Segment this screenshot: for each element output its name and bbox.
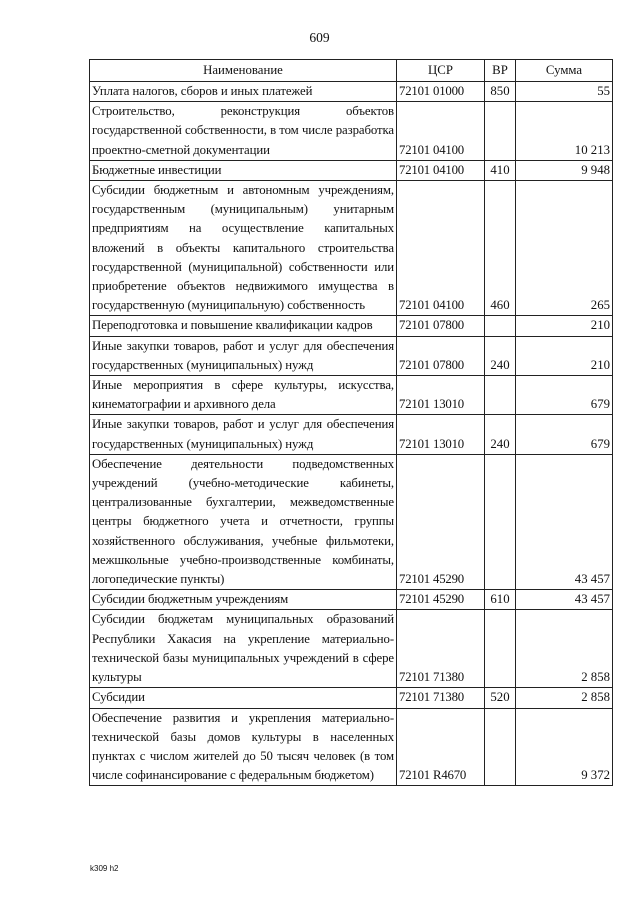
row-sum: 210 (516, 316, 613, 336)
row-csr: 72101 71380 (397, 610, 485, 688)
row-csr: 72101 13010 (397, 376, 485, 415)
row-name: Иные мероприятия в сфере культуры, искусства, кинематографии и архивного дела (90, 376, 397, 415)
row-sum: 679 (516, 415, 613, 454)
row-vr: 520 (485, 688, 516, 708)
row-name: Субсидии бюджетным и автономным учреждениям, государственным (муниципальным) унитарным предприятиям на осуществление капитальных вложений в объекты капитального строительства государственной (муниципальной) собственности или приобретение объектов недвижимого имущества в государственную (муниципальную) собственность (90, 181, 397, 316)
row-csr: 72101 45290 (397, 454, 485, 589)
table-row (90, 102, 613, 161)
row-name: Переподготовка и повышение квалификации кадров (90, 316, 397, 336)
row-vr: 610 (485, 590, 516, 610)
row-csr: 72101 R4670 (397, 708, 485, 786)
row-name: Бюджетные инвестиции (90, 160, 397, 180)
row-csr: 72101 04100 (397, 181, 485, 316)
row-name: Субсидии (90, 688, 397, 708)
table-row (90, 160, 613, 180)
row-vr (485, 454, 516, 589)
table-row (90, 415, 613, 454)
table-row (90, 590, 613, 610)
table-row (90, 316, 613, 336)
table-header-row (90, 60, 613, 82)
table-row (90, 376, 613, 415)
row-sum: 9 372 (516, 708, 613, 786)
row-name: Обеспечение развития и укрепления материально-технической базы домов культуры в населенных пунктах с числом жителей до 50 тысяч человек (в том числе софинансирование с федеральным бюджетом) (90, 708, 397, 786)
row-csr: 72101 45290 (397, 590, 485, 610)
row-name: Уплата налогов, сборов и иных платежей (90, 82, 397, 102)
table-row (90, 454, 613, 589)
page-number: 609 (309, 30, 330, 45)
table-row (90, 610, 613, 688)
row-vr: 240 (485, 415, 516, 454)
row-csr: 72101 04100 (397, 102, 485, 161)
row-csr: 72101 07800 (397, 316, 485, 336)
row-name: Субсидии бюджетам муниципальных образований Республики Хакасия на укрепление материально-технической базы муниципальных учреждений в сфере культуры (90, 610, 397, 688)
row-sum: 43 457 (516, 454, 613, 589)
row-vr (485, 708, 516, 786)
row-name: Субсидии бюджетным учреждениям (90, 590, 397, 610)
row-sum: 210 (516, 336, 613, 375)
row-vr (485, 102, 516, 161)
row-vr: 410 (485, 160, 516, 180)
row-name: Обеспечение деятельности подведомственных учреждений (учебно-методические кабинеты, централизованные бухгалтерии, межведомственные центры бюджетного учета и отчетности, группы хозяйственного обслуживания, учебные фильмотеки, межшкольные учебно-производственные комбинаты, логопедические пункты) (90, 454, 397, 589)
row-csr: 72101 13010 (397, 415, 485, 454)
row-sum: 55 (516, 82, 613, 102)
row-vr (485, 610, 516, 688)
header-name: Наименование (90, 60, 397, 82)
budget-table (89, 59, 613, 786)
table-row (90, 708, 613, 786)
header-sum: Сумма (516, 60, 613, 82)
row-csr: 72101 07800 (397, 336, 485, 375)
row-sum: 265 (516, 181, 613, 316)
table-row (90, 181, 613, 316)
row-sum: 9 948 (516, 160, 613, 180)
document-code: k309 h2 (90, 864, 119, 873)
row-sum: 43 457 (516, 590, 613, 610)
row-vr (485, 316, 516, 336)
row-sum: 2 858 (516, 610, 613, 688)
header-csr: ЦСР (397, 60, 485, 82)
row-vr: 460 (485, 181, 516, 316)
header-vr: ВР (485, 60, 516, 82)
row-vr: 850 (485, 82, 516, 102)
row-sum: 10 213 (516, 102, 613, 161)
row-name: Иные закупки товаров, работ и услуг для обеспечения государственных (муниципальных) нужд (90, 336, 397, 375)
row-vr (485, 376, 516, 415)
row-csr: 72101 04100 (397, 160, 485, 180)
row-sum: 679 (516, 376, 613, 415)
table-row (90, 82, 613, 102)
row-csr: 72101 01000 (397, 82, 485, 102)
table-row (90, 688, 613, 708)
row-name: Иные закупки товаров, работ и услуг для обеспечения государственных (муниципальных) нужд (90, 415, 397, 454)
row-sum: 2 858 (516, 688, 613, 708)
table-row (90, 336, 613, 375)
row-csr: 72101 71380 (397, 688, 485, 708)
row-name: Строительство, реконструкция объектов государственной собственности, в том числе разработка проектно-сметной документации (90, 102, 397, 161)
row-vr: 240 (485, 336, 516, 375)
